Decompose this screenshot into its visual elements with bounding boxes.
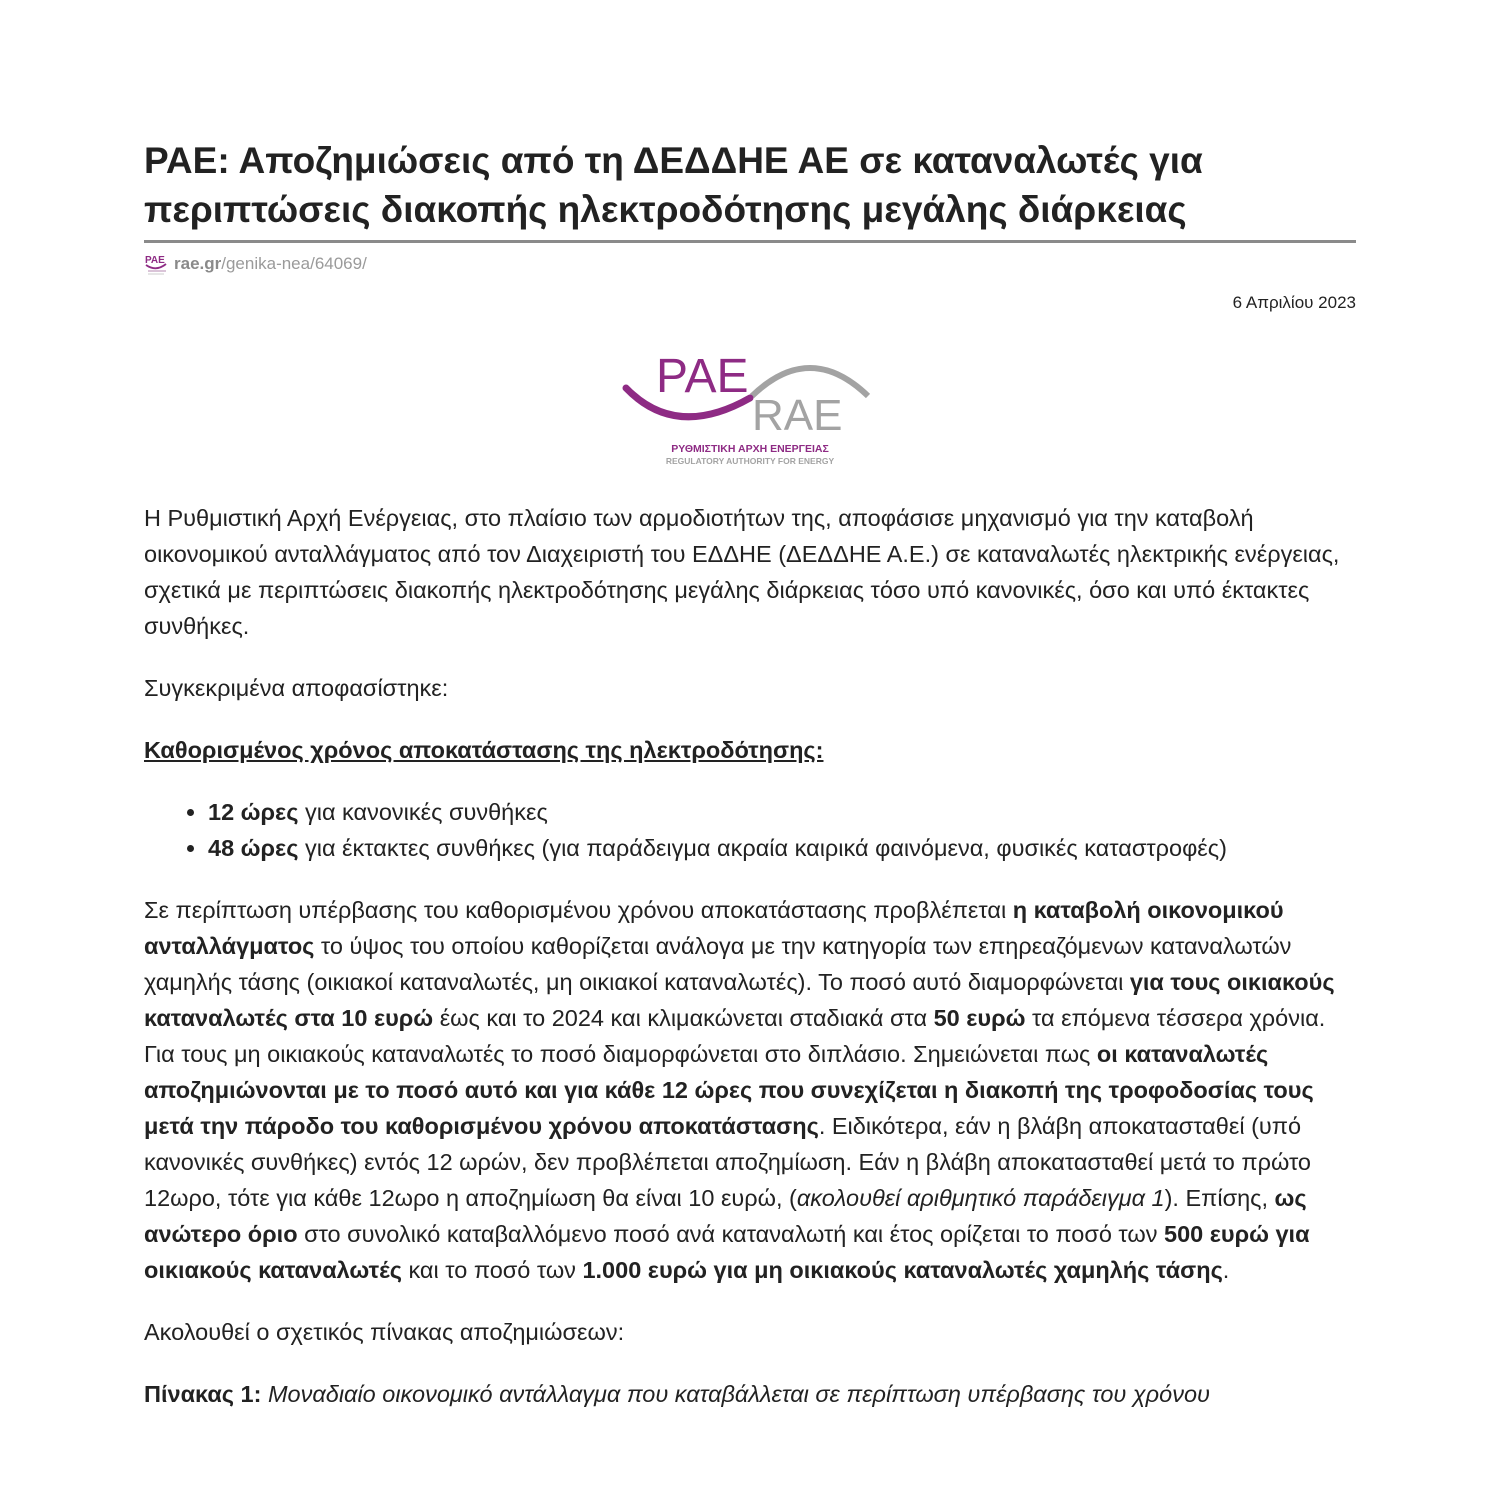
article-title: ΡΑΕ: Αποζημιώσεις από τη ΔΕΔΔΗΕ ΑΕ σε καταναλωτές για περιπτώσεις διακοπής ηλεκτροδότησης μεγάλης διάρκειας: [144, 140, 1203, 230]
bold-run: η καταβολή οικονομικού ανταλλάγματος: [144, 897, 1284, 959]
restore-time-heading: Καθορισμένος χρόνος αποκατάστασης της ηλεκτροδότησης:: [144, 737, 824, 763]
table-intro-paragraph: Ακολουθεί ο σχετικός πίνακας αποζημιώσεων:: [144, 1319, 625, 1345]
bold-run: 1.000 ευρώ για μη οικιακούς καταναλωτές χαμηλής τάσης: [582, 1257, 1223, 1283]
table-caption-text: Μοναδιαίο οικονομικό αντάλλαγμα που καταβάλλεται σε περίπτωση υπέρβασης του χρόνου: [261, 1381, 1210, 1407]
compensation-paragraph: [144, 892, 1356, 1288]
title-divider: [144, 240, 1356, 243]
bold-run: 500 ευρώ για οικιακούς καταναλωτές: [144, 1221, 1310, 1283]
text-run: και το ποσό των: [401, 1257, 583, 1283]
bullet-bold: 48 ώρες: [208, 835, 299, 861]
source-domain: rae.gr: [174, 254, 222, 273]
publish-date: 6 Απριλίου 2023: [1232, 293, 1356, 312]
logo-greek-subtitle: ΡΥΘΜΙΣΤΙΚΗ ΑΡΧΗ ΕΝΕΡΓΕΙΑΣ: [671, 443, 829, 455]
source-path: /genika-nea/64069/: [221, 254, 367, 273]
text-run: έως και το 2024 και κλιμακώνεται σταδιακά στα: [433, 1005, 934, 1031]
italic-run: ακολουθεί αριθμητικό παράδειγμα 1: [796, 1185, 1165, 1211]
list-item: [208, 830, 1356, 866]
rae-logo: [620, 348, 880, 472]
bullet-bold: 12 ώρες: [208, 799, 299, 825]
bold-run: οι καταναλωτές αποζημιώνονται με το ποσό αυτό και για κάθε 12 ώρες που συνεχίζεται η διακοπή της τροφοδοσίας τους μετά την πάροδο του καθορισμένου χρόνου αποκατάστασης: [144, 1041, 1314, 1139]
intro-paragraph: Η Ρυθμιστική Αρχή Ενέργειας, στο πλαίσιο των αρμοδιοτήτων της, αποφάσισε μηχανισμό για την καταβολή οικονομικού ανταλλάγματος από τον Διαχειριστή του ΕΔΔΗΕ (ΔΕΔΔΗΕ Α.Ε.) σε καταναλωτές ηλεκτρικής ενέργειας, σχετικά με περιπτώσεις διακοπής ηλεκτροδότησης μεγάλης διάρκειας τόσο υπό κανονικές, όσο και υπό έκτακτες συνθήκες.: [144, 505, 1340, 639]
article-body: [144, 500, 1356, 1438]
logo-english-subtitle: REGULATORY AUTHORITY FOR ENERGY: [665, 456, 835, 466]
list-item: [208, 794, 1356, 830]
bold-run: ως ανώτερο όριο: [144, 1185, 1307, 1247]
bold-run: 50 ευρώ: [933, 1005, 1026, 1031]
text-run: . Ειδικότερα, εάν η βλάβη αποκατασταθεί (υπό κανονικές συνθήκες) εντός 12 ωρών, δεν προβλέπεται αποζημίωση. Εάν η βλάβη αποκατασταθεί μετά το πρώτο 12ωρο, τότε για κάθε 12ωρο η αποζημίωση θα είναι 10 ευρώ, (: [144, 1113, 1311, 1211]
bullet-text: για κανονικές συνθήκες: [298, 799, 548, 825]
text-run: ). Επίσης,: [1164, 1185, 1275, 1211]
logo-greek-mark: PAE: [656, 350, 749, 403]
text-run: στο συνολικό καταβαλλόμενο ποσό ανά καταναλωτή και έτος ορίζεται το ποσό των: [297, 1221, 1164, 1247]
bold-run: για τους οικιακούς καταναλωτές στα 10 ευρώ: [144, 969, 1335, 1031]
restore-time-list: [144, 794, 1356, 866]
rae-favicon-icon: [144, 252, 170, 276]
decided-paragraph: Συγκεκριμένα αποφασίστηκε:: [144, 675, 449, 701]
text-run: το ύψος του οποίου καθορίζεται ανάλογα με την κατηγορία των επηρεαζόμενων καταναλωτών χαμηλής τάσης (οικιακοί καταναλωτές, μη οικιακοί καταναλωτές). Το ποσό αυτό διαμορφώνεται: [144, 933, 1292, 995]
text-run: τα επόμενα τέσσερα χρόνια. Για τους μη οικιακούς καταναλωτές το ποσό διαμορφώνεται στο διπλάσιο. Σημειώνεται πως: [144, 1005, 1326, 1067]
text-run: .: [1222, 1257, 1230, 1283]
table-caption-label: Πίνακας 1:: [144, 1381, 262, 1407]
logo-latin-mark: RAE: [752, 391, 843, 440]
bullet-text: για έκτακτες συνθήκες (για παράδειγμα ακραία καιρικά φαινόμενα, φυσικές καταστροφές): [298, 835, 1227, 861]
source-link[interactable]: [144, 252, 367, 276]
text-run: Σε περίπτωση υπέρβασης του καθορισμένου χρόνου αποκατάστασης προβλέπεται: [144, 897, 1013, 923]
svg-text:PAE: PAE: [145, 255, 165, 266]
table-caption: [144, 1376, 1356, 1412]
